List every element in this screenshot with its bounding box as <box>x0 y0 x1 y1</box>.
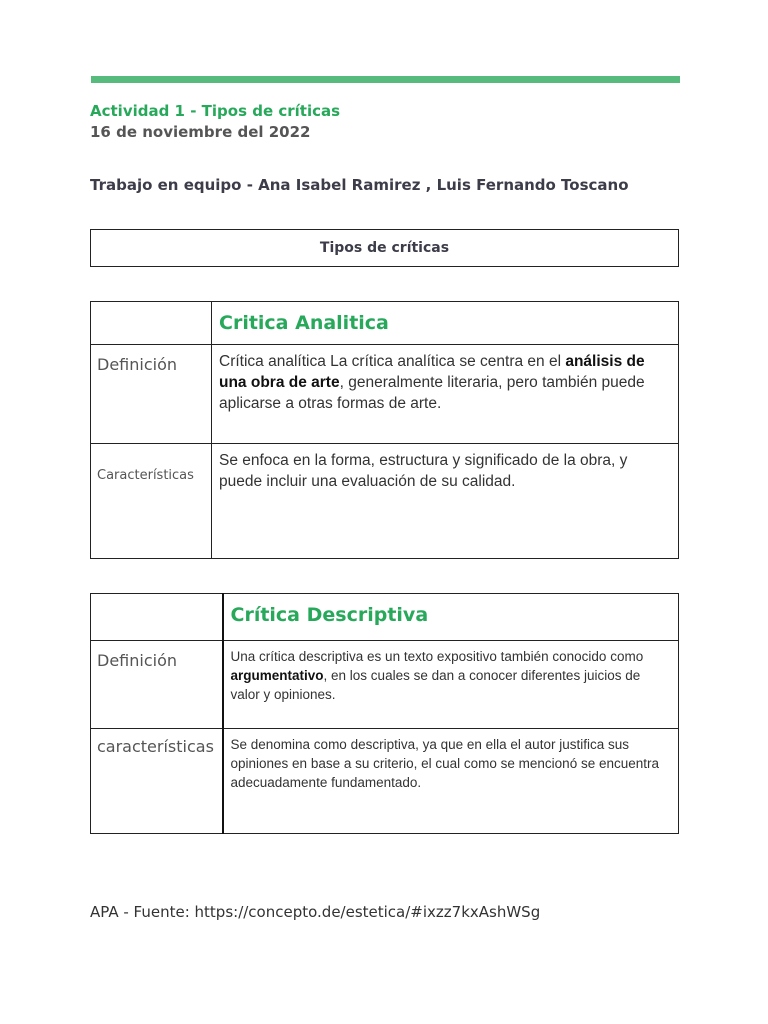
accent-bar <box>91 76 680 83</box>
table-row <box>91 729 679 834</box>
empty-cell <box>91 302 212 345</box>
characteristics-text: Se denomina como descriptiva, ya que en ella el autor justifica sus opiniones en base a su criterio, el cual como se mencionó se encuentra adecuadamente fundamentado. <box>230 737 659 790</box>
definition-text-part: Crítica analítica La crítica analítica se centra en el <box>219 353 566 370</box>
source-citation: APA - Fuente: https://concepto.de/estetica/#ixzz7kxAshWSg <box>90 903 541 921</box>
definition-bold: análisis de una obra de arte <box>219 353 645 391</box>
table-row <box>91 444 679 559</box>
definition-bold: argumentativo <box>230 668 324 683</box>
content-cell <box>223 641 679 729</box>
critique-title-cell <box>223 594 679 641</box>
table-critica-analitica <box>90 301 679 559</box>
content-cell <box>212 345 679 444</box>
definition-text <box>224 641 679 704</box>
definition-text-part: , en los cuales se dan a conocer diferentes juicios de valor y opiniones. <box>230 668 641 702</box>
activity-date: 16 de noviembre del 2022 <box>90 123 311 141</box>
definition-text-part: Una crítica descriptiva es un texto expositivo también conocido como <box>230 649 644 664</box>
critique-title: Crítica Descriptiva <box>230 604 429 626</box>
characteristics-label: Características <box>97 468 194 483</box>
empty-cell <box>91 594 223 641</box>
content-cell <box>223 729 679 834</box>
content-cell <box>212 444 679 559</box>
table-header-row <box>91 594 679 641</box>
characteristics-text: Se enfoca en la forma, estructura y significado de la obra, y puede incluir una evaluación de su calidad. <box>219 452 628 490</box>
label-cell <box>91 444 212 559</box>
definition-text-part: , generalmente literaria, pero también puede aplicarse a otras formas de arte. <box>219 374 645 412</box>
table-row <box>91 345 679 444</box>
label-cell <box>91 641 223 729</box>
activity-title: Actividad 1 - Tipos de críticas <box>90 102 341 120</box>
label-cell <box>91 345 212 444</box>
table-critica-descriptiva <box>90 593 679 834</box>
label-cell <box>91 729 223 834</box>
definition-text <box>212 345 678 414</box>
definition-label: Definición <box>97 355 177 374</box>
characteristics-label: características <box>97 737 214 756</box>
section-title: Tipos de críticas <box>319 240 450 256</box>
table-header-row <box>91 302 679 345</box>
definition-label: Definición <box>97 651 177 670</box>
team-members: Trabajo en equipo - Ana Isabel Ramirez , Luis Fernando Toscano <box>90 176 629 194</box>
critique-title-cell <box>212 302 679 345</box>
critique-title: Critica Analitica <box>219 312 389 334</box>
section-title-box <box>90 229 679 267</box>
table-row <box>91 641 679 729</box>
